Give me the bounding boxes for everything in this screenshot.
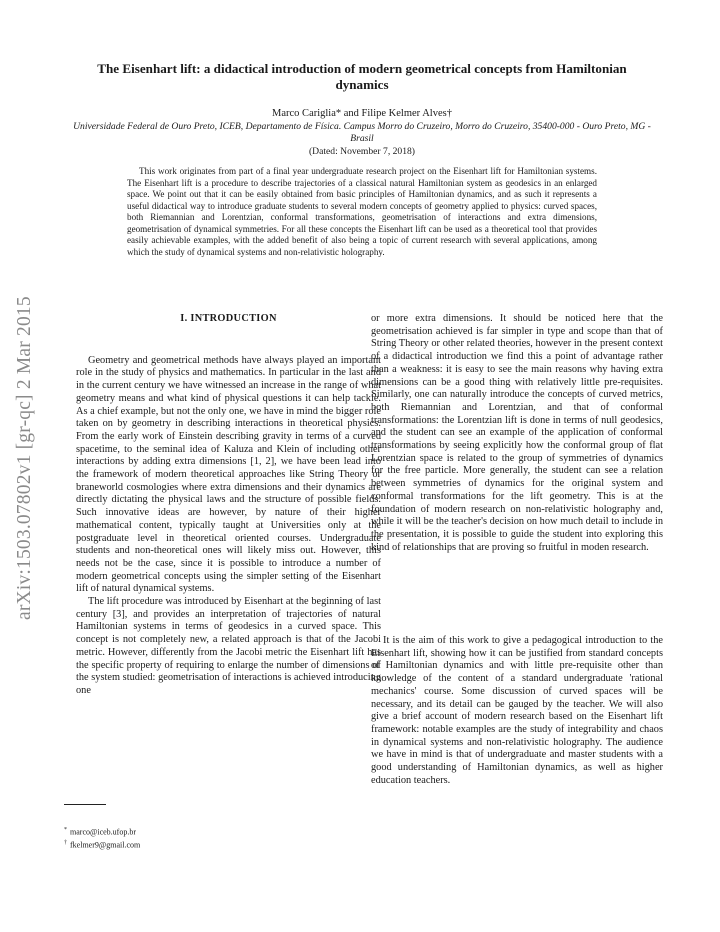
footnote	[64, 825, 324, 838]
body-paragraph: The lift procedure was introduced by Eisenhart at the beginning of last century [3], and provides an interpretation of trajectories of natural Hamiltonian systems in terms of geodesics in a curved space. This concept is not completely new, a related approach is that of the Jacobi metric. However, differently from the Jacobi metric the Eisenhart lift has the specific property of requiring to enlarge the number of dimensions of the system studied: geometrisation of interactions is achieved introducing one	[76, 596, 381, 696]
author-list: Marco Cariglia* and Filipe Kelmer Alves†	[272, 108, 452, 119]
left-column	[76, 313, 381, 698]
abstract: This work originates from part of a final year undergraduate research project on the Eisenhart lift for Hamiltonian systems. The Eisenhart lift is a procedure to describe trajectories of a classical natural Hamiltonian system as geodesics in an enlarged space. We point out that it can be easily obtained from basic principles of Hamiltonian dynamics, and as such it represents a useful didactical way to introduce graduate students to several modern concepts of geometry applied to physics: curved spaces, both Riemannian and Lorentzian, conformal transformations, geometrisation of interactions and extra dimensions, geometrisation of dynamical symmetries. For all these concepts the Eisenhart lift can be used as a theoretical tool that provides easily achievable examples, with the added benefit of also being a topic of current research with several applications, among which the study of dynamical systems and non-relativistic holography.	[127, 166, 597, 257]
affiliation: Universidade Federal de Ouro Preto, ICEB, Departamento de Física. Campus Morro do Cruzeiro, Morro do Cruzeiro, 35400-000 - Ouro Preto, MG - Brasil	[73, 121, 651, 144]
body-paragraph: Geometry and geometrical methods have always played an important role in the study of physics and mathematics. In particular in the last and in the current century we have witnessed an increase in the range of what geometry means and what kind of physical questions it can help tackle. As a chief example, but not the only one, we have in mind the bigger role taken on by geometry in describing interactions in theoretical physics. From the early work of Einstein describing gravity in terms of a curved spacetime, to the seminal idea of Kaluza and Klein of including other interactions by adding extra dimensions [1, 2], we have been lead into the framework of modern theoretical approaches like String Theory or braneworld cosmologies where extra dimensions and their dynamics are directly dictating the physical laws and the structure of possible fields. Such innovative ideas are however, by nature of their higher mathematical content, typically taught at Universities only at the postgraduate level in theoretical oriented courses. Undergraduate students and non-theoretical ones will likely miss out. However, this needs not be the case, since it is possible to introduce a number of modern geometrical concepts using the simpler setting of the Eisenhart lift of natural dynamical systems.	[76, 354, 381, 595]
footnote	[64, 838, 324, 851]
arxiv-identifier: arXiv:1503.07802v1 [gr-qc] 2 Mar 2015	[14, 296, 35, 620]
footnotes	[64, 825, 324, 851]
footnote-mark: †	[64, 840, 67, 847]
right-column-bottom	[371, 635, 663, 787]
footnote-email[interactable]: marco@iceb.ufop.br	[70, 827, 137, 837]
footnote-email[interactable]: fkelmer9@gmail.com	[70, 840, 141, 850]
footnote-rule	[64, 804, 106, 805]
body-paragraph: or more extra dimensions. It should be noticed here that the geometrisation achieved is far simpler in type and scope than that of String Theory or other related theories, however in the present context of a didactical introduction we find this a point of advantage rather than a weakness: it is easy to see the main reasons why having extra dimensions can be a good thing with relatively little pre-requisites. Similarly, one can naturally introduce the concepts of curved metrics, both Riemannian and Lorentzian, and that of conformal transformations: the Lorentzian lift is done in terms of null geodesics, and the student can see an example of the application of conformal transformations by seeing explicitly how the conformal group of flat Lorentzian space is related to the group of symmetries of dynamics for the free particle. More generally, the student can see a relation between symmetries of dynamics for the original system and conformal transformations for the lift geometry. This is at the foundation of modern research on non-relativistic holography and, while it will be the teacher's decision on how much detail to include in the presentation, it is possible to guide the student into exploring this kind of relationships that are proving so fruitful in moden research.	[371, 313, 663, 553]
footnote-mark: *	[64, 827, 67, 833]
paper-title: The Eisenhart lift: a didactical introduction of modern geometrical concepts from Hamiltonian dynamics	[97, 61, 627, 92]
dated-line: (Dated: November 7, 2018)	[308, 146, 416, 157]
right-column-top	[371, 313, 663, 554]
body-paragraph: It is the aim of this work to give a pedagogical introduction to the Eisenhart lift, showing how it can be justified from standard concepts of Hamiltonian dynamics and with little pre-requisite other than knowledge of the content of a standard undergraduate 'rational mechanics' course. Some discussion of curved spaces will be necessary, and its detail can be gauged by the teacher. We will also give a brief account of modern research based on the Eisenhart lift framework: notable examples are the study of integrability and chaos in dynamical systems and non-relativistic holography. The audience we have in mind is that of undergraduate and master students with a good understanding of Hamiltonian dynamics, as well as higher education teachers.	[371, 635, 663, 786]
section-heading: I. INTRODUCTION	[180, 313, 277, 324]
